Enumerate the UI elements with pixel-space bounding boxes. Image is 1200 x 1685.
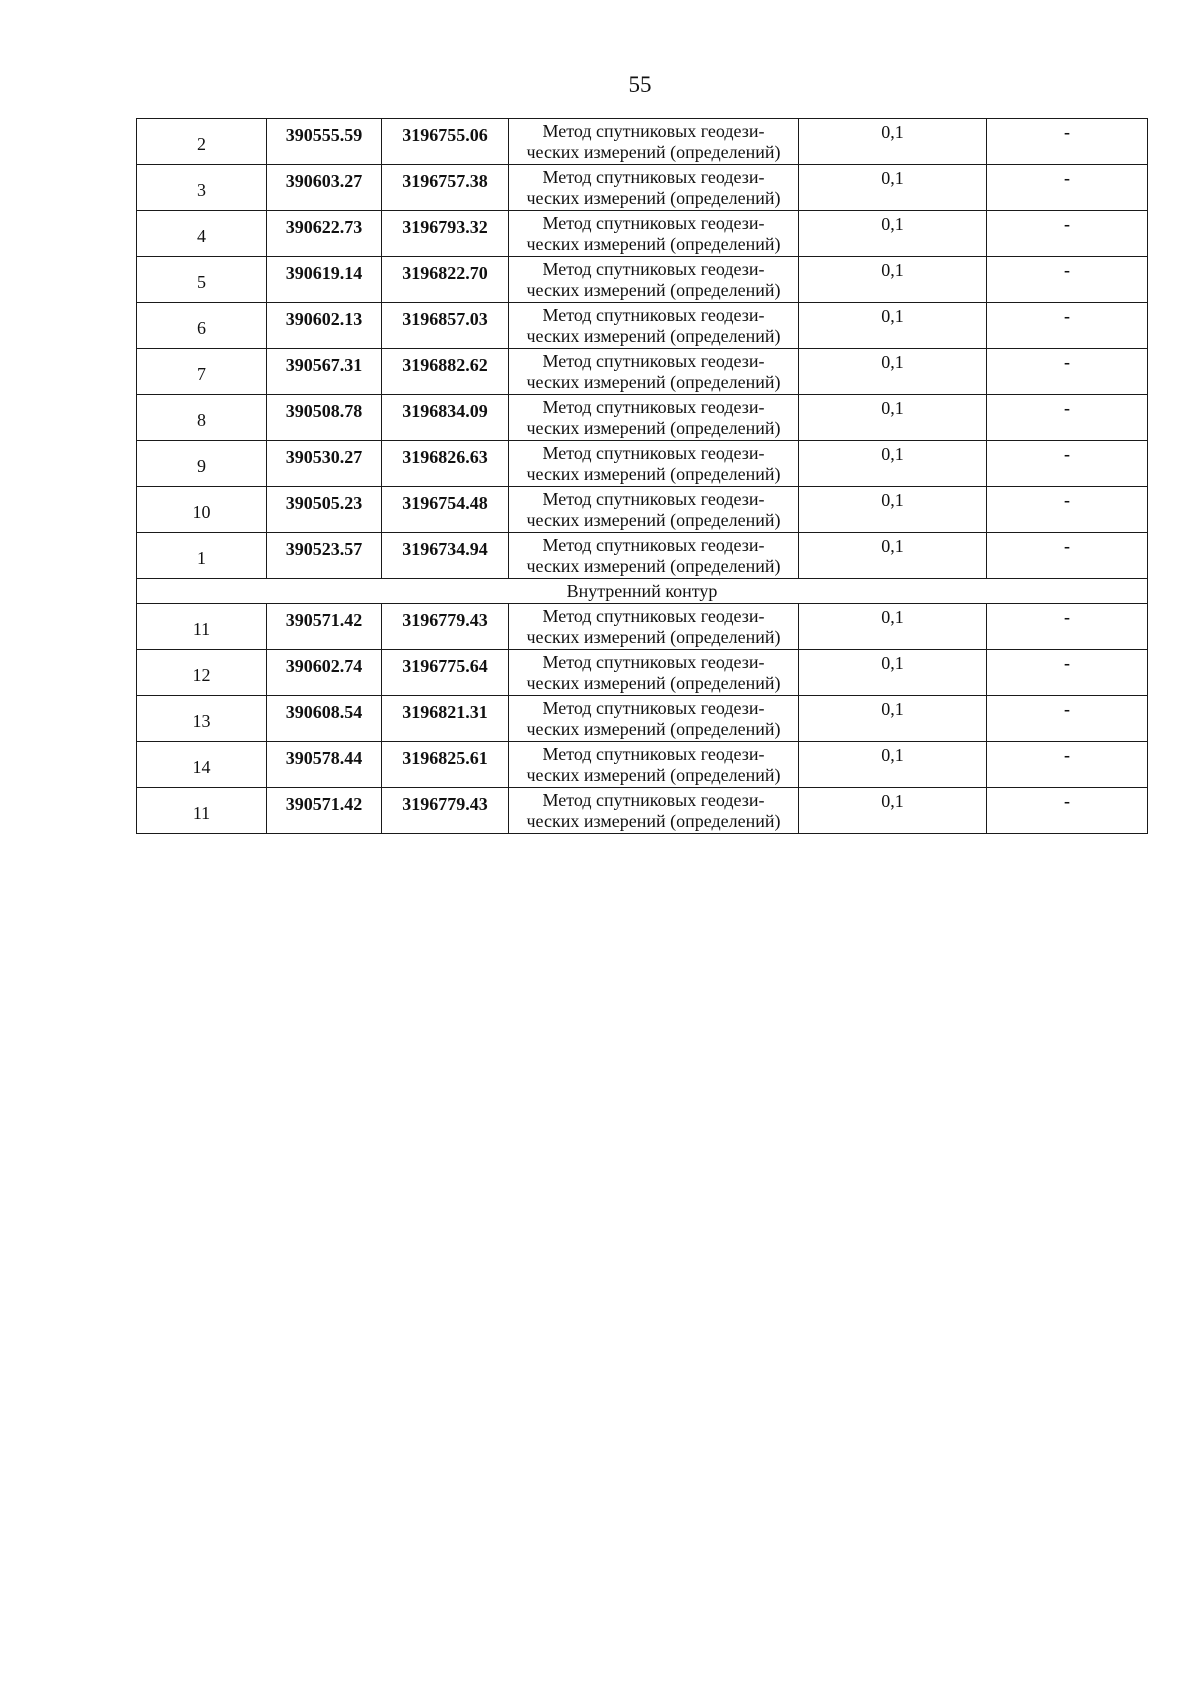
table-row [137, 257, 1148, 303]
x-coordinate-cell: 390571.42 [267, 788, 382, 834]
method-cell [509, 119, 799, 165]
method-line-2: ческих измерений (определений) [526, 280, 781, 300]
x-coordinate-cell: 390505.23 [267, 487, 382, 533]
page-number: 55 [628, 72, 652, 97]
extra-cell: - [987, 533, 1148, 579]
table-row [137, 441, 1148, 487]
method-line-2: ческих измерений (определений) [526, 188, 781, 208]
extra-cell: - [987, 303, 1148, 349]
method-cell [509, 696, 799, 742]
point-number-cell: 2 [137, 119, 267, 165]
y-coordinate-cell: 3196754.48 [382, 487, 509, 533]
extra-cell: - [987, 349, 1148, 395]
x-coordinate-cell: 390555.59 [267, 119, 382, 165]
method-line-2: ческих измерений (определений) [526, 418, 781, 438]
table-row [137, 533, 1148, 579]
accuracy-cell: 0,1 [799, 257, 987, 303]
y-coordinate-cell: 3196779.43 [382, 604, 509, 650]
extra-cell: - [987, 441, 1148, 487]
accuracy-cell: 0,1 [799, 604, 987, 650]
method-line-1: Метод спутниковых геодези- [542, 606, 765, 626]
accuracy-cell: 0,1 [799, 533, 987, 579]
table-row [137, 165, 1148, 211]
y-coordinate-cell: 3196779.43 [382, 788, 509, 834]
accuracy-cell: 0,1 [799, 119, 987, 165]
table-row [137, 650, 1148, 696]
point-number-cell: 6 [137, 303, 267, 349]
table-row [137, 349, 1148, 395]
extra-cell: - [987, 650, 1148, 696]
y-coordinate-cell: 3196793.32 [382, 211, 509, 257]
accuracy-cell: 0,1 [799, 395, 987, 441]
method-line-1: Метод спутниковых геодези- [542, 744, 765, 764]
method-cell [509, 742, 799, 788]
method-line-1: Метод спутниковых геодези- [542, 698, 765, 718]
x-coordinate-cell: 390508.78 [267, 395, 382, 441]
method-cell [509, 604, 799, 650]
method-line-1: Метод спутниковых геодези- [542, 535, 765, 555]
point-number-cell: 1 [137, 533, 267, 579]
x-coordinate-cell: 390602.13 [267, 303, 382, 349]
extra-cell: - [987, 119, 1148, 165]
method-line-2: ческих измерений (определений) [526, 234, 781, 254]
method-line-1: Метод спутниковых геодези- [542, 167, 765, 187]
method-cell [509, 257, 799, 303]
y-coordinate-cell: 3196755.06 [382, 119, 509, 165]
table-row [137, 119, 1148, 165]
x-coordinate-cell: 390608.54 [267, 696, 382, 742]
method-line-1: Метод спутниковых геодези- [542, 397, 765, 417]
y-coordinate-cell: 3196834.09 [382, 395, 509, 441]
method-cell [509, 788, 799, 834]
section-row [137, 579, 1148, 604]
x-coordinate-cell: 390619.14 [267, 257, 382, 303]
point-number-cell: 4 [137, 211, 267, 257]
method-cell [509, 441, 799, 487]
method-line-1: Метод спутниковых геодези- [542, 652, 765, 672]
method-line-2: ческих измерений (определений) [526, 765, 781, 785]
table-row [137, 487, 1148, 533]
accuracy-cell: 0,1 [799, 303, 987, 349]
method-cell [509, 395, 799, 441]
method-cell [509, 211, 799, 257]
method-line-1: Метод спутниковых геодези- [542, 790, 765, 810]
y-coordinate-cell: 3196825.61 [382, 742, 509, 788]
point-number-cell: 9 [137, 441, 267, 487]
x-coordinate-cell: 390523.57 [267, 533, 382, 579]
x-coordinate-cell: 390603.27 [267, 165, 382, 211]
table-row [137, 788, 1148, 834]
point-number-cell: 11 [137, 788, 267, 834]
x-coordinate-cell: 390571.42 [267, 604, 382, 650]
method-line-2: ческих измерений (определений) [526, 464, 781, 484]
inner-contour-rows [137, 604, 1148, 834]
point-number-cell: 10 [137, 487, 267, 533]
extra-cell: - [987, 742, 1148, 788]
method-line-1: Метод спутниковых геодези- [542, 213, 765, 233]
accuracy-cell: 0,1 [799, 165, 987, 211]
extra-cell: - [987, 257, 1148, 303]
table-row [137, 604, 1148, 650]
extra-cell: - [987, 211, 1148, 257]
accuracy-cell: 0,1 [799, 650, 987, 696]
extra-cell: - [987, 788, 1148, 834]
method-line-2: ческих измерений (определений) [526, 627, 781, 647]
method-line-1: Метод спутниковых геодези- [542, 351, 765, 371]
x-coordinate-cell: 390602.74 [267, 650, 382, 696]
x-coordinate-cell: 390567.31 [267, 349, 382, 395]
coordinates-table [136, 118, 1148, 834]
accuracy-cell: 0,1 [799, 696, 987, 742]
y-coordinate-cell: 3196826.63 [382, 441, 509, 487]
method-line-2: ческих измерений (определений) [526, 142, 781, 162]
method-cell [509, 650, 799, 696]
method-line-2: ческих измерений (определений) [526, 673, 781, 693]
extra-cell: - [987, 487, 1148, 533]
extra-cell: - [987, 604, 1148, 650]
section-header [137, 579, 1148, 604]
table-row [137, 211, 1148, 257]
method-line-2: ческих измерений (определений) [526, 719, 781, 739]
point-number-cell: 13 [137, 696, 267, 742]
table-row [137, 742, 1148, 788]
point-number-cell: 5 [137, 257, 267, 303]
method-line-1: Метод спутниковых геодези- [542, 259, 765, 279]
method-line-2: ческих измерений (определений) [526, 556, 781, 576]
accuracy-cell: 0,1 [799, 742, 987, 788]
y-coordinate-cell: 3196857.03 [382, 303, 509, 349]
y-coordinate-cell: 3196822.70 [382, 257, 509, 303]
method-cell [509, 303, 799, 349]
point-number-cell: 7 [137, 349, 267, 395]
y-coordinate-cell: 3196882.62 [382, 349, 509, 395]
accuracy-cell: 0,1 [799, 349, 987, 395]
extra-cell: - [987, 395, 1148, 441]
accuracy-cell: 0,1 [799, 211, 987, 257]
extra-cell: - [987, 165, 1148, 211]
accuracy-cell: 0,1 [799, 487, 987, 533]
method-line-1: Метод спутниковых геодези- [542, 443, 765, 463]
x-coordinate-cell: 390578.44 [267, 742, 382, 788]
extra-cell: - [987, 696, 1148, 742]
y-coordinate-cell: 3196734.94 [382, 533, 509, 579]
method-line-2: ческих измерений (определений) [526, 811, 781, 831]
y-coordinate-cell: 3196757.38 [382, 165, 509, 211]
table-row [137, 395, 1148, 441]
accuracy-cell: 0,1 [799, 788, 987, 834]
method-cell [509, 165, 799, 211]
y-coordinate-cell: 3196775.64 [382, 650, 509, 696]
table-row [137, 696, 1148, 742]
point-number-cell: 12 [137, 650, 267, 696]
method-cell [509, 349, 799, 395]
point-number-cell: 11 [137, 604, 267, 650]
x-coordinate-cell: 390530.27 [267, 441, 382, 487]
outer-contour-rows [137, 119, 1148, 579]
method-line-1: Метод спутниковых геодези- [542, 489, 765, 509]
section-title: Внутренний контур [137, 579, 1148, 604]
y-coordinate-cell: 3196821.31 [382, 696, 509, 742]
x-coordinate-cell: 390622.73 [267, 211, 382, 257]
point-number-cell: 14 [137, 742, 267, 788]
method-line-2: ческих измерений (определений) [526, 326, 781, 346]
accuracy-cell: 0,1 [799, 441, 987, 487]
table-row [137, 303, 1148, 349]
method-line-1: Метод спутниковых геодези- [542, 121, 765, 141]
method-line-2: ческих измерений (определений) [526, 372, 781, 392]
point-number-cell: 3 [137, 165, 267, 211]
method-cell [509, 533, 799, 579]
method-line-1: Метод спутниковых геодези- [542, 305, 765, 325]
method-line-2: ческих измерений (определений) [526, 510, 781, 530]
method-cell [509, 487, 799, 533]
point-number-cell: 8 [137, 395, 267, 441]
